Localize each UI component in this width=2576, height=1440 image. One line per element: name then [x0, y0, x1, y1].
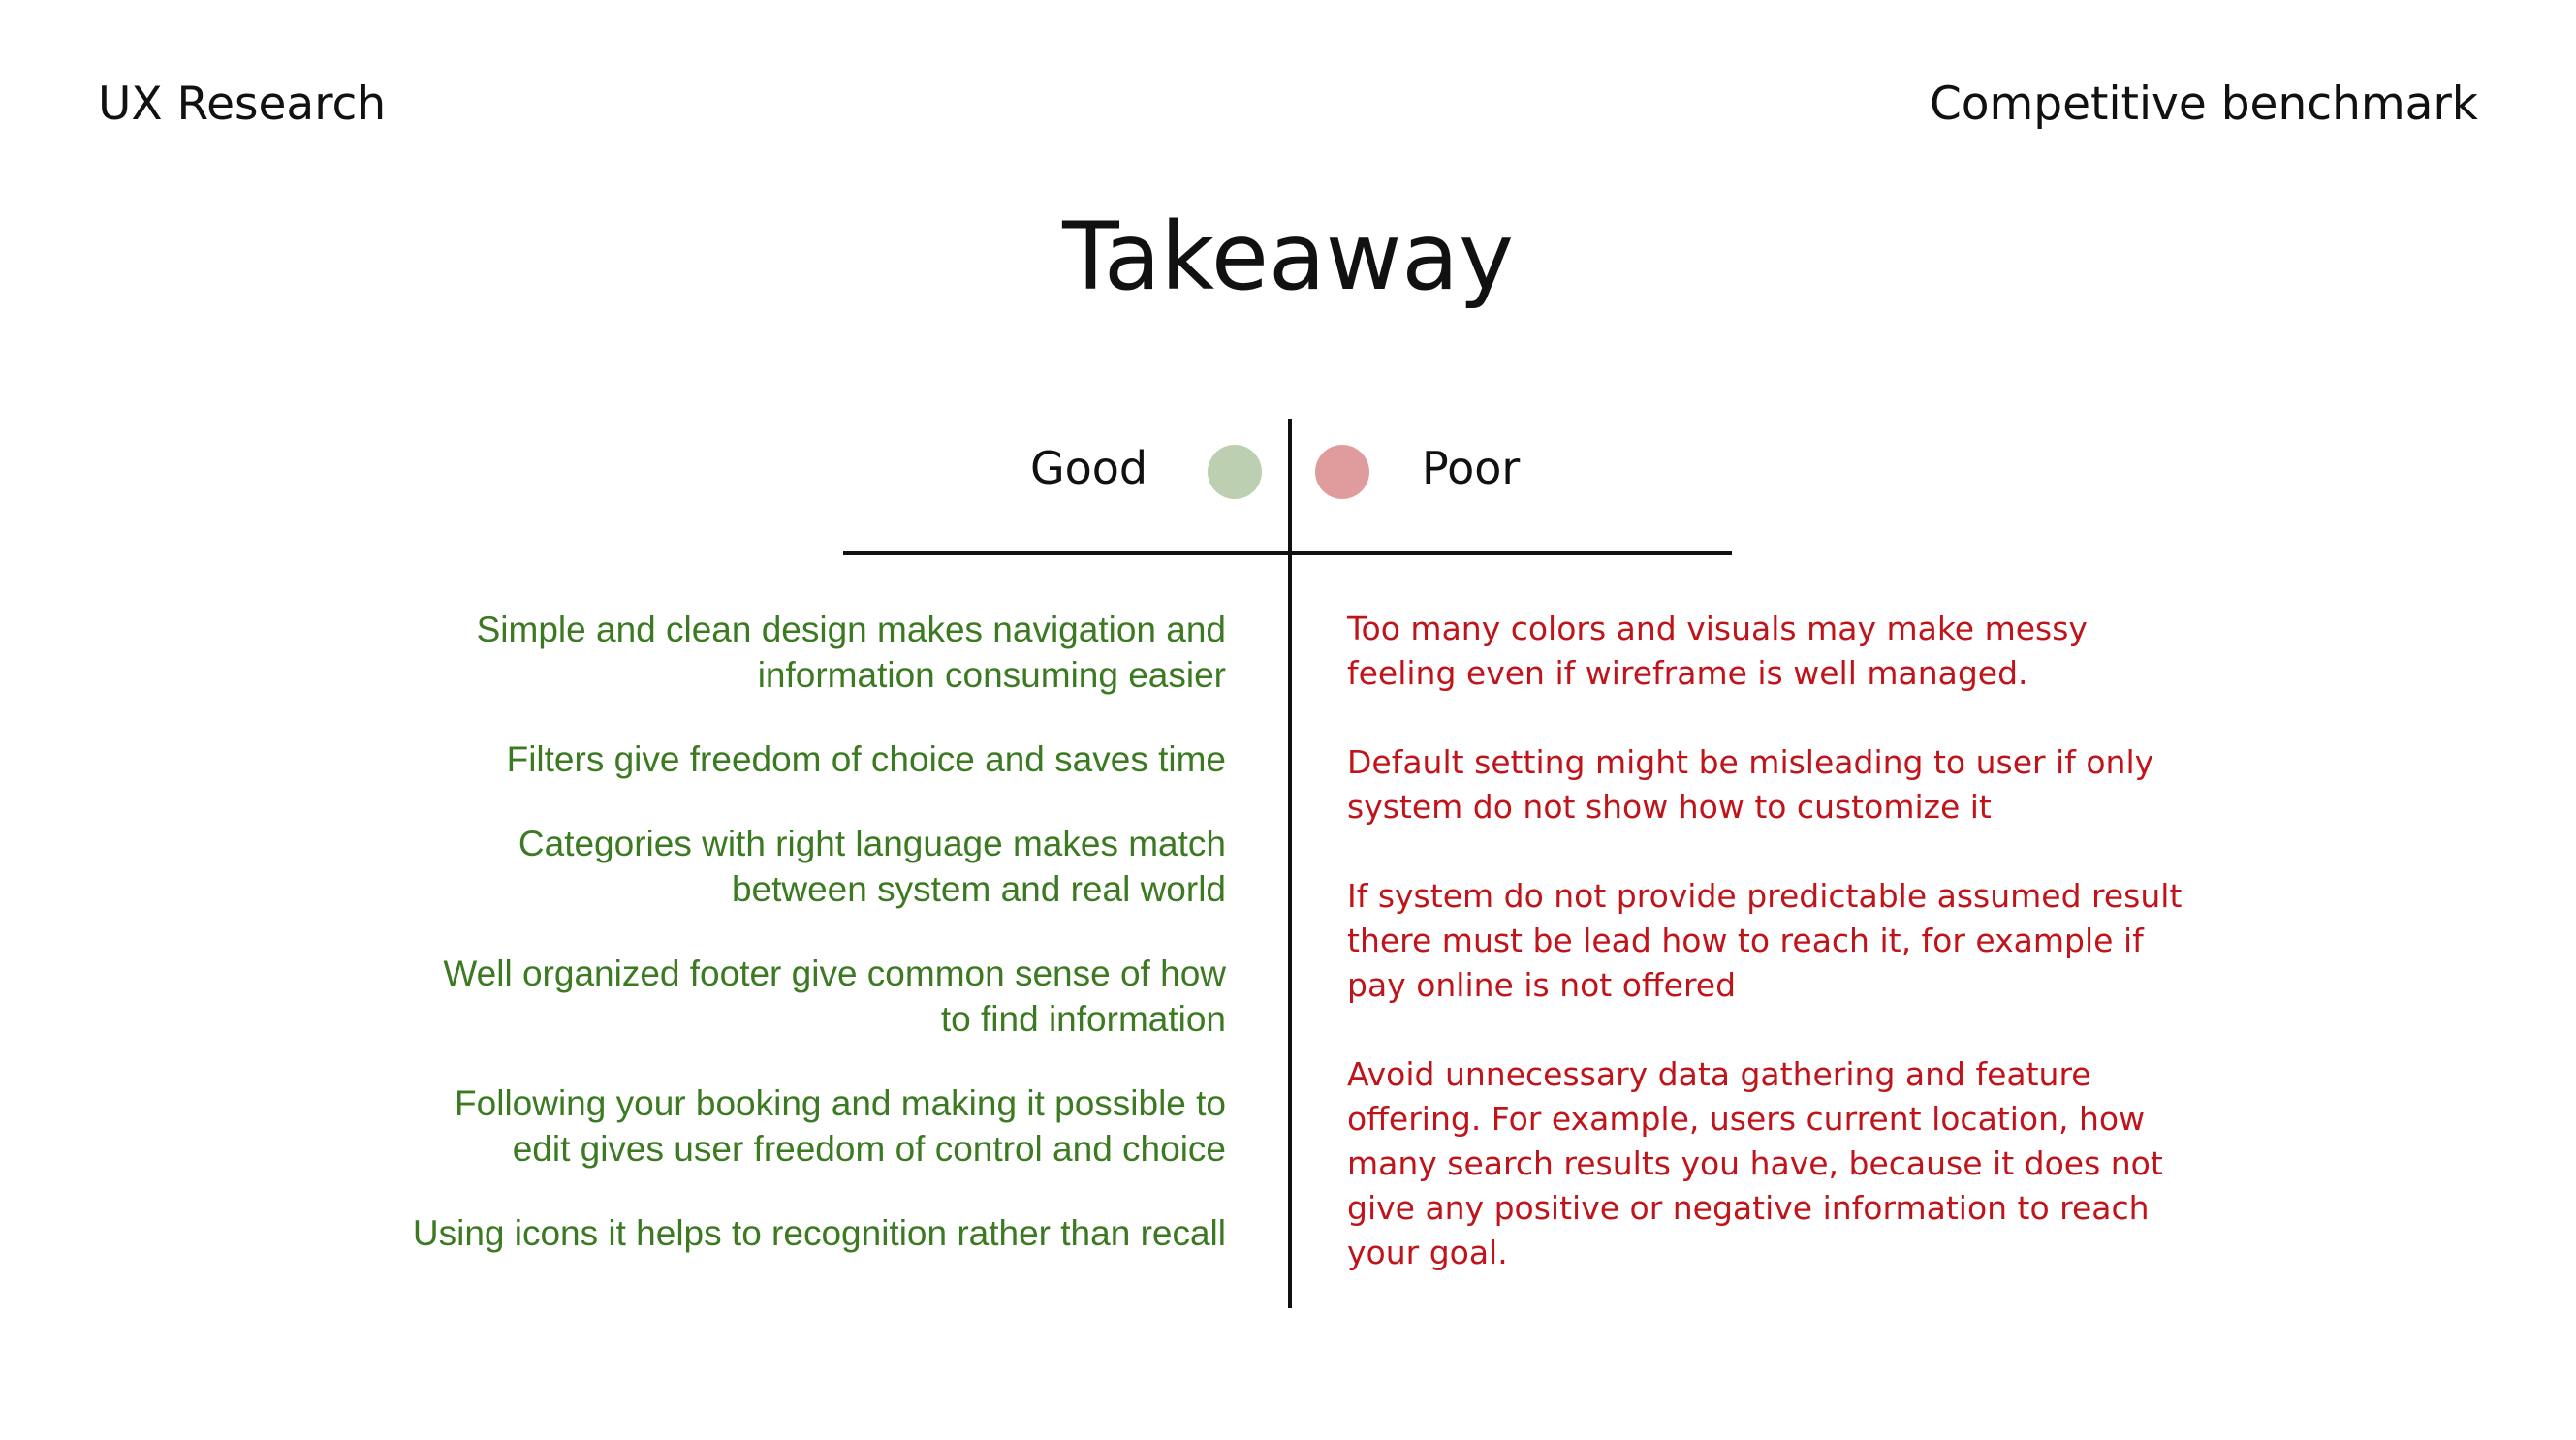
section-label: UX Research — [98, 78, 387, 131]
poor-point-line: feeling even if wireframe is well managed. — [1347, 654, 2028, 692]
poor-point-line: Too many colors and visuals may make messy — [1347, 610, 2088, 647]
poor-point-line: If system do not provide predictable assumed result — [1347, 877, 2183, 915]
poor-indicator-dot — [1315, 445, 1369, 499]
horizontal-divider — [843, 551, 1732, 555]
poor-point — [1347, 1052, 2219, 1275]
good-legend-label: Good — [1030, 442, 1148, 494]
poor-point-line: give any positive or negative information to reach — [1347, 1189, 2150, 1227]
good-point-line: information consuming easier — [757, 655, 1226, 695]
poor-point-line: there must be lead how to reach it, for example if — [1347, 922, 2144, 959]
poor-points-list — [1347, 607, 2219, 1275]
good-point — [354, 736, 1226, 782]
good-point — [354, 607, 1226, 698]
good-points-list — [354, 607, 1226, 1256]
good-point — [354, 821, 1226, 912]
good-indicator-dot — [1208, 445, 1262, 499]
poor-point-line: system do not show how to customize it — [1347, 788, 1992, 826]
poor-point-line: your goal. — [1347, 1234, 1508, 1271]
good-point — [354, 951, 1226, 1042]
slide-topic-label: Competitive benchmark — [1929, 78, 2478, 131]
good-point-line: edit gives user freedom of control and choice — [512, 1129, 1226, 1169]
page-title: Takeaway — [1062, 203, 1514, 311]
good-point — [354, 1080, 1226, 1172]
poor-point — [1347, 874, 2219, 1008]
poor-legend-label: Poor — [1422, 442, 1521, 494]
poor-point — [1347, 740, 2219, 830]
good-point — [354, 1210, 1226, 1256]
poor-point-line: pay online is not offered — [1347, 966, 1737, 1004]
good-point-line: Simple and clean design makes navigation and — [476, 610, 1226, 649]
good-point-line: Following your booking and making it possible to — [455, 1083, 1226, 1123]
poor-point-line: offering. For example, users current location, how — [1347, 1100, 2146, 1138]
good-point-line: Categories with right language makes match — [518, 824, 1226, 863]
good-point-line: Using icons it helps to recognition rather than recall — [412, 1213, 1226, 1253]
poor-point-line: Avoid unnecessary data gathering and feature — [1347, 1055, 2091, 1093]
poor-point-line: Default setting might be misleading to user if only — [1347, 743, 2154, 781]
good-point-line: Filters give freedom of choice and saves time — [506, 739, 1226, 779]
good-point-line: between system and real world — [731, 869, 1226, 909]
poor-point — [1347, 607, 2219, 696]
good-point-line: to find information — [940, 999, 1226, 1039]
good-point-line: Well organized footer give common sense of how — [443, 954, 1226, 993]
poor-point-line: many search results you have, because it does not — [1347, 1144, 2163, 1182]
